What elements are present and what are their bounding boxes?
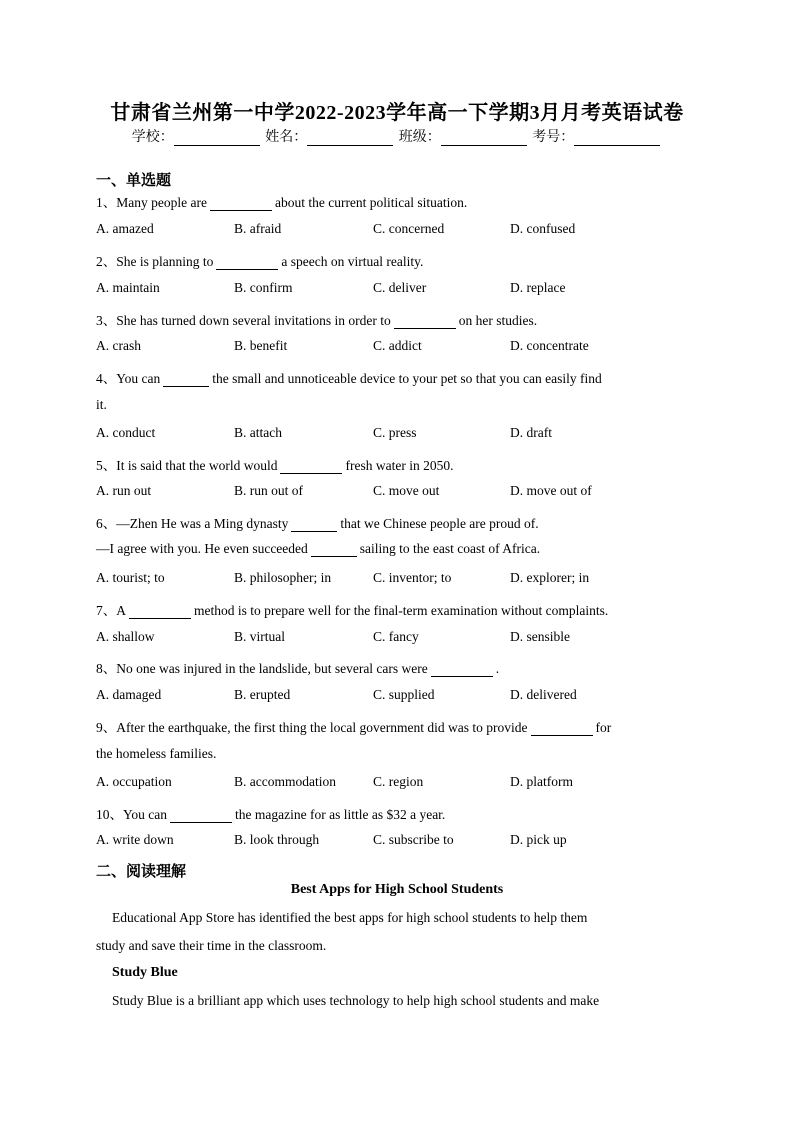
question-number: 4、 [96,371,117,386]
option-d: D. move out of [510,483,592,498]
question-9 [96,716,696,736]
option-a: A. shallow [96,629,155,644]
passage-paragraph-1-continued: study and save their time in the classroom. [96,938,327,953]
question-text: After the earthquake, the first thing the local government did was to provide [116,720,528,735]
option-c: C. region [373,774,424,789]
question-number: 5、 [96,458,117,473]
question-8 [96,657,696,677]
option-b: B. confirm [234,280,293,295]
option-b: B. benefit [234,338,288,353]
option-c: C. inventor; to [373,570,452,585]
question-6-reply [96,541,696,557]
option-a: A. maintain [96,280,160,295]
class-blank [441,131,527,146]
option-b: B. erupted [234,687,291,702]
option-a: A. conduct [96,425,156,440]
option-d: D. delivered [510,687,577,702]
question-text: method is to prepare well for the final-term examination without complaints. [194,603,609,618]
question-2 [96,250,696,270]
option-c: C. addict [373,338,422,353]
question-text: a speech on virtual reality. [281,254,424,269]
option-a: A. occupation [96,774,172,789]
id-label: 考号： [532,130,575,145]
option-d: D. concentrate [510,338,589,353]
question-5 [96,454,696,474]
option-b: B. philosopher; in [234,570,332,585]
question-text: Many people are [116,195,207,210]
school-label: 学校： [131,130,174,145]
option-d: D. pick up [510,832,567,847]
option-c: C. deliver [373,280,427,295]
question-number: 2、 [96,254,117,269]
question-number: 10、 [96,807,123,822]
exam-title: 甘肃省兰州第一中学2022-2023学年高一下学期3月月考英语试卷 [110,102,684,124]
question-text: on her studies. [458,313,538,328]
answer-blank [431,663,493,677]
option-d: D. draft [510,425,552,440]
option-b: B. run out of [234,483,303,498]
question-text: —I agree with you. He even succeeded [96,541,308,556]
question-text: You can [123,807,168,822]
answer-blank [216,256,278,270]
section-heading-single-choice: 一、单选题 [96,173,172,189]
answer-blank [280,460,342,474]
option-d: D. confused [510,221,576,236]
question-text: the small and unnoticeable device to your pet so that you can easily find [212,371,602,386]
option-a: A. amazed [96,221,154,236]
option-d: D. explorer; in [510,570,590,585]
question-1 [96,191,696,211]
option-a: A. crash [96,338,141,353]
question-text: the magazine for as little as $32 a year. [235,807,446,822]
section-heading-reading: 二、阅读理解 [96,864,187,880]
option-a: A. write down [96,832,174,847]
question-text: It is said that the world would [116,458,278,473]
class-label: 班级： [398,130,441,145]
option-b: B. attach [234,425,282,440]
question-text: She is planning to [116,254,214,269]
question-text: that we Chinese people are proud of. [340,516,539,531]
question-4 [96,367,696,387]
option-a: A. tourist; to [96,570,165,585]
question-number: 8、 [96,661,117,676]
answer-blank [210,197,272,211]
passage-subheading: Study Blue [112,965,178,980]
question-4-continued: it. [96,397,107,412]
question-3 [96,309,696,329]
question-text: A [116,603,126,618]
answer-blank [129,605,191,619]
answer-blank [311,543,357,557]
answer-blank [291,518,337,532]
passage-title: Best Apps for High School Students [290,882,504,897]
name-label: 姓名： [265,130,308,145]
question-text: —Zhen He was a Ming dynasty [116,516,289,531]
id-blank [574,131,660,146]
question-number: 7、 [96,603,117,618]
question-text: No one was injured in the landslide, but several cars were [116,661,428,676]
question-text: She has turned down several invitations in order to [116,313,391,328]
passage-paragraph-1: Educational App Store has identified the best apps for high school students to help them [112,910,588,925]
question-number: 3、 [96,313,117,328]
question-text: You can [116,371,161,386]
question-number: 9、 [96,720,117,735]
question-7 [96,599,696,619]
question-number: 6、 [96,516,117,531]
option-b: B. afraid [234,221,282,236]
option-b: B. accommodation [234,774,336,789]
passage-paragraph-2: Study Blue is a brilliant app which uses technology to help high school students and make [112,993,600,1008]
option-b: B. look through [234,832,320,847]
question-text: fresh water in 2050. [345,458,454,473]
option-d: D. replace [510,280,566,295]
option-c: C. subscribe to [373,832,454,847]
question-text: about the current political situation. [274,195,468,210]
question-6 [96,512,696,532]
answer-blank [394,315,456,329]
question-text: for [595,720,612,735]
answer-blank [170,809,232,823]
option-c: C. fancy [373,629,419,644]
option-a: A. damaged [96,687,162,702]
question-text: sailing to the east coast of Africa. [359,541,541,556]
option-b: B. virtual [234,629,285,644]
option-a: A. run out [96,483,152,498]
answer-blank [163,373,209,387]
question-text: . [495,661,500,676]
option-d: D. platform [510,774,573,789]
question-number: 1、 [96,195,117,210]
question-9-continued: the homeless families. [96,746,217,761]
name-blank [307,131,393,146]
option-c: C. supplied [373,687,435,702]
question-10 [96,803,696,823]
option-c: C. press [373,425,417,440]
option-d: D. sensible [510,629,570,644]
student-info-line [0,126,794,146]
option-c: C. concerned [373,221,445,236]
option-c: C. move out [373,483,440,498]
answer-blank [531,722,593,736]
school-blank [174,131,260,146]
